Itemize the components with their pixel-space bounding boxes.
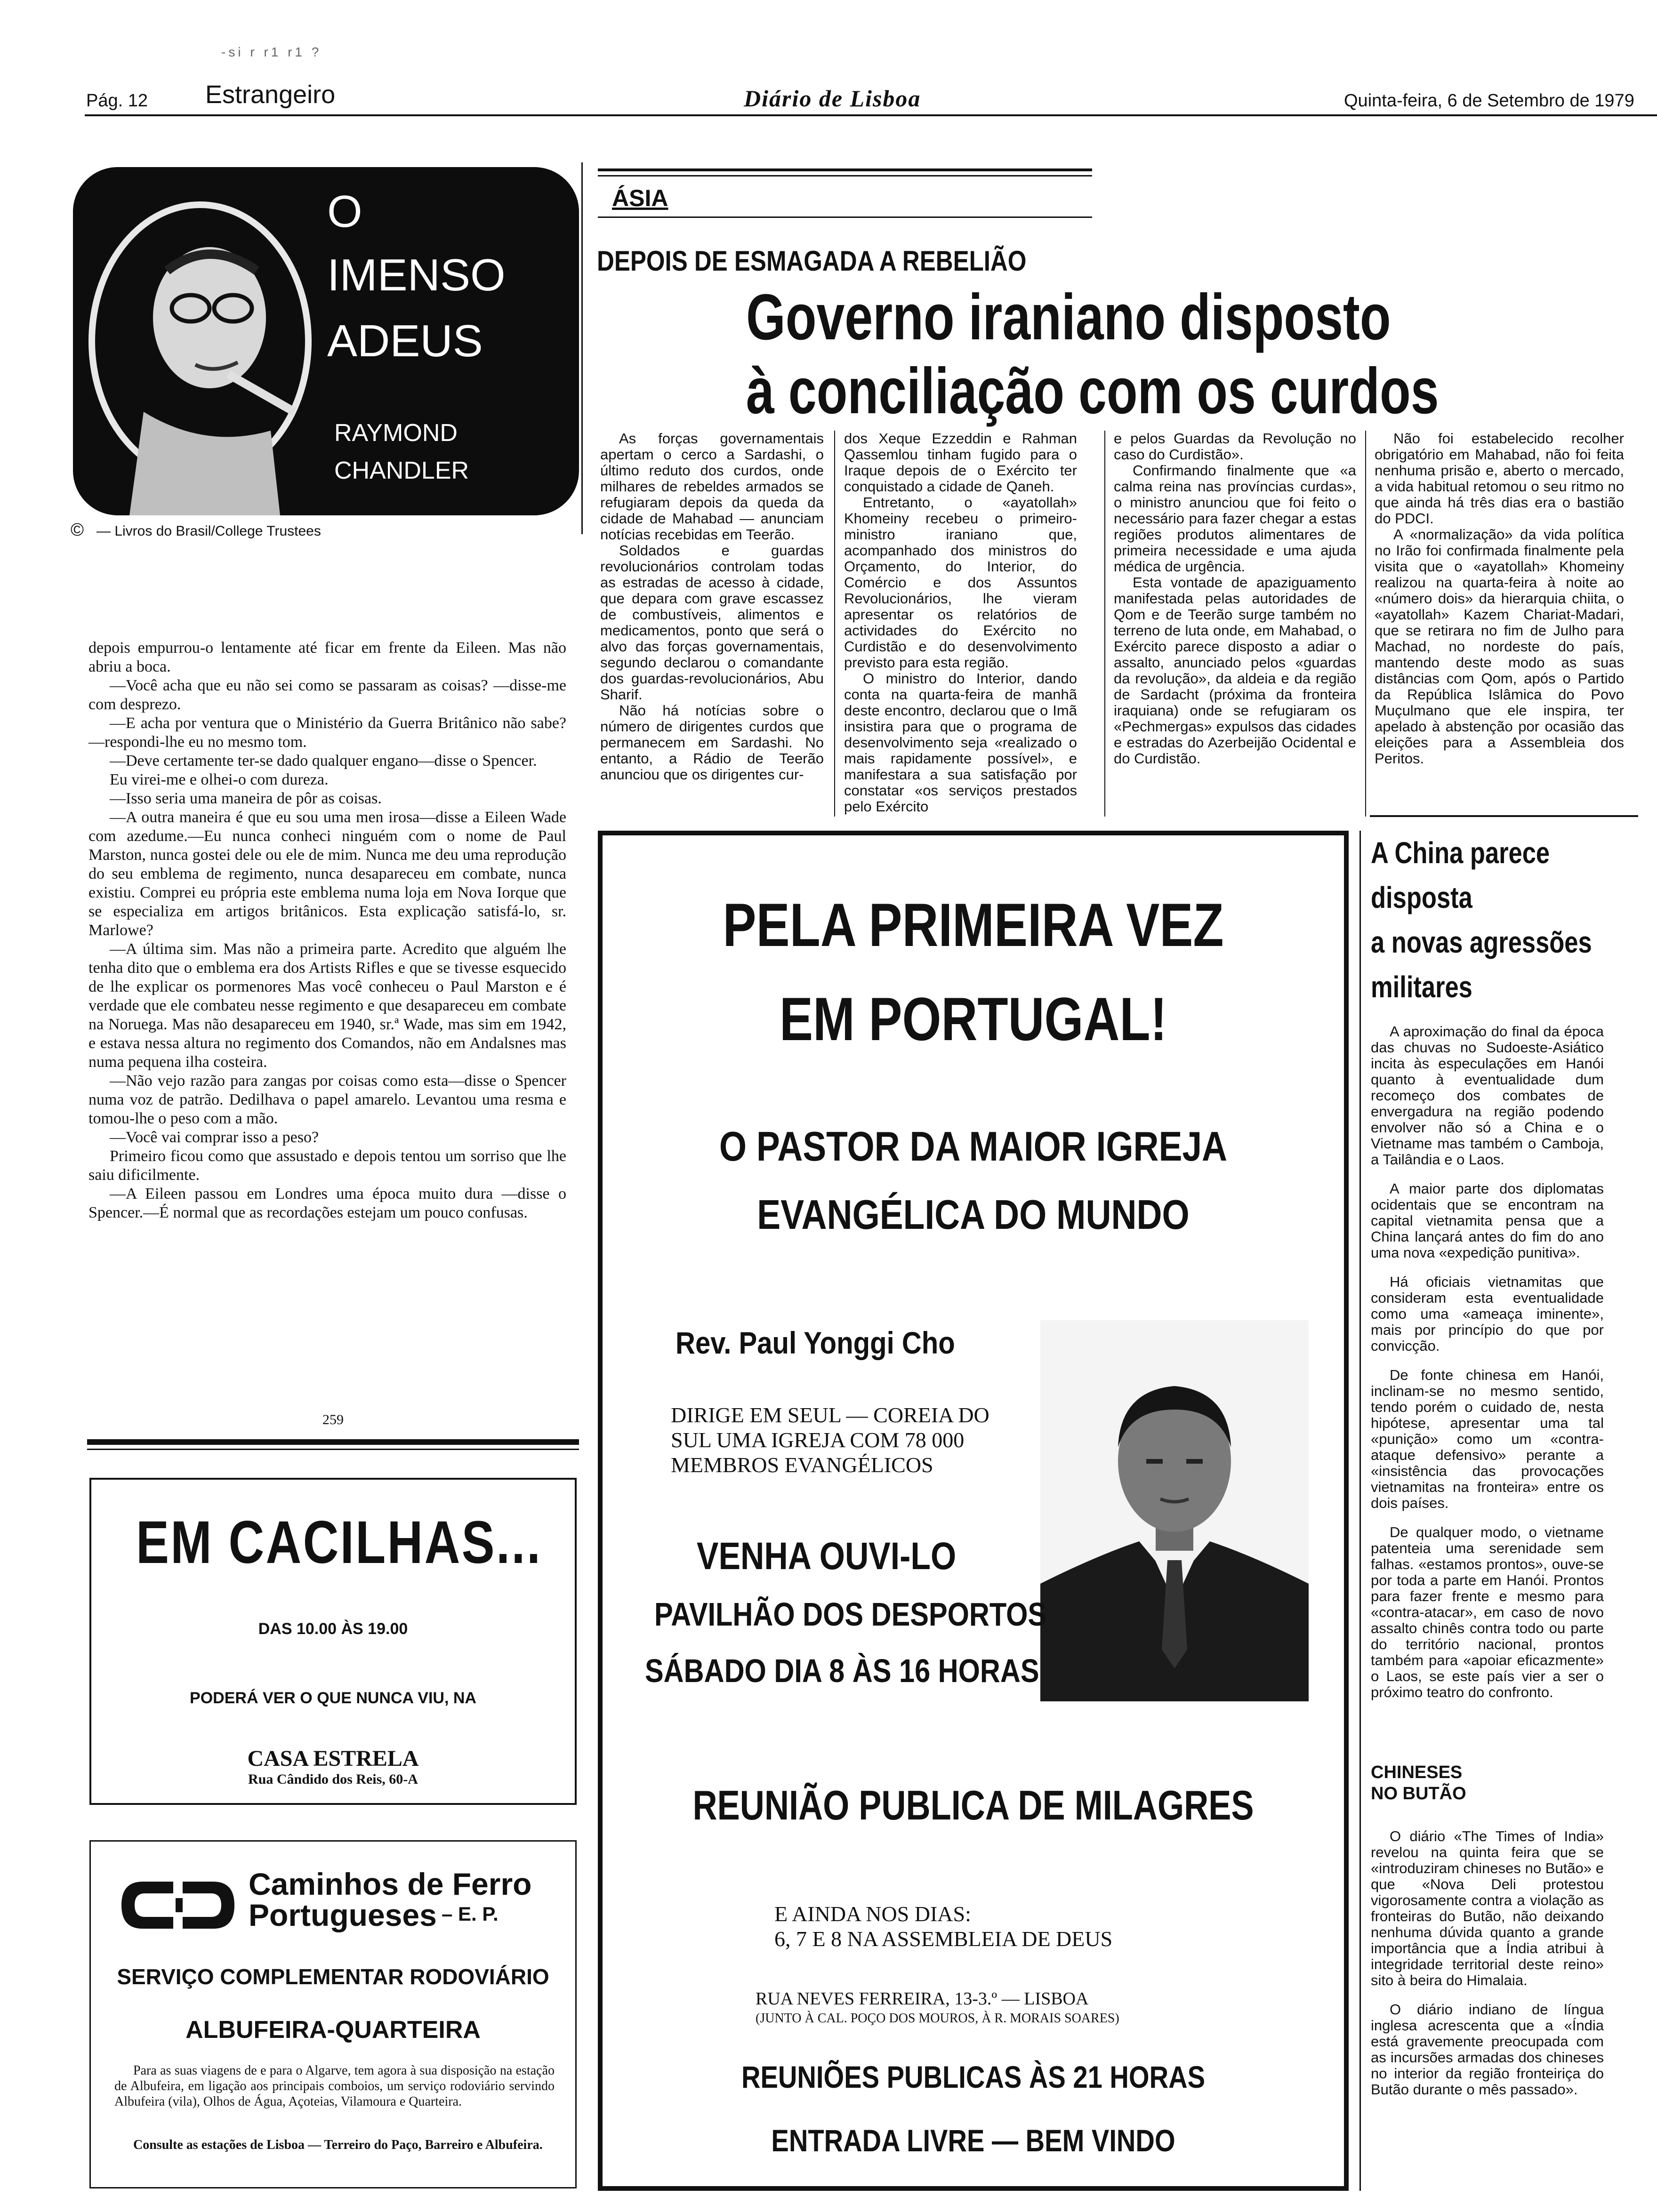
book-credit: — Livros do Brasil/College Trustees — [97, 523, 321, 539]
article-headline-1: Governo iraniano disposto — [746, 281, 1391, 353]
article-column-2 — [844, 431, 1077, 815]
evangelical-cta-3: SÁBADO DIA 8 ÀS 16 HORAS — [645, 1652, 1039, 1689]
article-paragraph: Entretanto, o «ayatollah» Khomeiny recebeu o primeiro-ministro iraniano que, acompanhado dos ministros do Orçamento, do Interior, do Comércio e dos Assuntos Revolucionários, lhe vieram apresentar os relatórios de actividades do Exército no Curdistão e do desenvolvimento previsto para esta região. — [844, 494, 1077, 671]
evangelical-days-2: 6, 7 E 8 NA ASSEMBLEIA DE DEUS — [774, 1927, 1113, 1951]
china-headline-3: a novas agressões — [1371, 925, 1592, 959]
article-paragraph: O ministro do Interior, dando conta na quarta-feira de manhã deste encontro, declarou que o Imã insistira para que o programa de desenvolvimento seja «realizado o mais rapidamente possível», e manifestara a sua satisfação por constatar «os serviços prestados pelo Exército — [844, 670, 1077, 815]
copyright-symbol: © — [71, 520, 84, 540]
book-panel — [73, 167, 579, 515]
cp-footer: Consulte as estações de Lisboa — Terreiro do Paço, Barreiro e Albufeira. — [133, 2138, 543, 2152]
cacilhas-ad-shop: CASA ESTRELA — [247, 1746, 419, 1771]
china-paragraph: De fonte chinesa em Hanói, inclinam-se no mesmo sentido, tendo porém o cuidado de, nesta hipótese, apresentar uma tal «punição» como um «contra-ataque defensivo» perante a «insistência das provocações vietnamitas na fronteira» entre os dois países. — [1371, 1367, 1604, 1511]
article-top-rule — [598, 168, 1092, 171]
issue-date: Quinta-feira, 6 de Setembro de 1979 — [1344, 91, 1634, 111]
article-paragraph: Não há notícias sobre o número de dirigentes curdos que permanecem em Sardashi. No entanto, a Rádio de Teerão anunciou que os dirigentes cur- — [600, 702, 824, 783]
top-scribble: -si r r1 r1 ? — [221, 45, 322, 59]
china-paragraph: De qualquer modo, o vietname patenteia uma serenidade sem falhas. «estamos prontos», ouve-se por toda a parte em Hanói. Prontos para fazer frente e mesmo para «contra-atacar», em caso de novo assalto chinês contra todo ou parte do território nacional, prontos também para «apoiar eficazmente» o Laos, se este país vier a ser o próximo teatro do confronto. — [1371, 1524, 1604, 1700]
evangelical-days-1: E AINDA NOS DIAS: — [774, 1902, 971, 1926]
china-headline-4: militares — [1371, 970, 1472, 1004]
china-paragraph: O diário indiano de língua inglesa acrescenta que a «Índia está gravemente preocupada com as incursões armadas dos chineses no interior da região fronteiriça do Butão durante o mês passado». — [1371, 2001, 1604, 2098]
pastor-desc-1: DIRIGE EM SEUL — COREIA DO — [671, 1403, 989, 1427]
article-column-4 — [1375, 431, 1624, 767]
book-title-line2: IMENSO — [327, 250, 506, 300]
column-rule — [1365, 431, 1366, 817]
page-number: Pág. 12 — [86, 91, 148, 111]
section-title: Estrangeiro — [205, 80, 336, 109]
cp-name-line1: Caminhos de Ferro — [249, 1867, 532, 1901]
article-paragraph: Não foi estabelecido recolher obrigatório em Mahabad, não foi feita nenhuma prisão e, aberto o mercado, a vida habitual retomou o seu ritmo no que ainda há três dias era o bastião do PDCI. — [1375, 430, 1624, 527]
serial-paragraph: depois empurrou-o lentamente até ficar em frente da Eileen. Mas não abriu a boca. — [88, 639, 566, 675]
pastor-portrait-image — [1040, 1320, 1309, 1701]
article-paragraph: e pelos Guardas da Revolução no caso do Curdistão». — [1114, 430, 1356, 463]
article-top-rule-2 — [598, 175, 1092, 176]
pastor-photo — [1040, 1320, 1309, 1701]
serial-paragraph: —Deve certamente ter-se dado qualquer engano—disse o Spencer. — [110, 752, 537, 769]
serial-paragraph: —Você vai comprar isso a peso? — [110, 1129, 319, 1146]
evangelical-line4: EVANGÉLICA DO MUNDO — [757, 1191, 1190, 1238]
china-paragraph: O diário «The Times of India» revelou na quinta feira que se «introduziram chineses no Butão» e que «Nova Deli protestou vigorosamente contra a violação as fronteiras do Butão, não deixando nenhuma dúvida quanto a grande importância que a Índia atribui à integridade territorial deste reino» sito à beira do Himalaia. — [1371, 1828, 1604, 1988]
article-paragraph: A «normalização» da vida política no Irão foi confirmada finalmente pela visita que o «ayatollah» Khomeiny realizou na quarta-feira à noite ao «número dois» da hierarquia chiita, o «ayatollah» Kazem Chariat-Madari, que se retirara no fim de Julho para Machad, no nordeste do país, mantendo deste modo as suas distâncias com Qom, após o Partido da República Islâmica do Povo Muçulmano que ele inspira, ter apelado à abstenção por ocasião das eleições para a Assembleia dos Peritos. — [1375, 526, 1624, 767]
author-portrait-illustration — [73, 167, 337, 515]
cacilhas-ad-tagline: PODERÁ VER O QUE NUNCA VIU, NA — [190, 1689, 476, 1707]
evangelical-line2: EM PORTUGAL! — [779, 985, 1167, 1053]
serial-paragraph: —A Eileen passou em Londres uma época muito dura —disse o Spencer.—É normal que as recordações estejam um pouco confusas. — [88, 1185, 566, 1221]
masthead: Diário de Lisboa — [744, 85, 921, 112]
serial-paragraph: —Você acha que eu não sei como se passaram as coisas? —disse-me com desprezo. — [88, 677, 566, 713]
book-title-line3: ADEUS — [327, 316, 483, 366]
china-subhead-2: NO BUTÃO — [1371, 1784, 1466, 1803]
article-kicker-rule — [598, 216, 1092, 218]
pastor-desc-3: MEMBROS EVANGÉLICOS — [671, 1453, 933, 1477]
china-subhead-1: CHINESES — [1371, 1763, 1463, 1782]
article-paragraph: dos Xeque Ezzeddin e Rahman Qassemlou tinham fugido para o Iraque depois de o Exército ter conquistado a cidade de Qaneh. — [844, 430, 1077, 495]
butao-article-body — [1371, 1828, 1604, 2111]
column-rule — [1104, 431, 1105, 817]
evangelical-line1: PELA PRIMEIRA VEZ — [723, 890, 1224, 959]
evangelical-cta-1: VENHA OUVI-LO — [697, 1535, 957, 1578]
china-paragraph: A maior parte dos diplomatas ocidentais que se encontram na capital vietnamita pensa que a China lançará antes do fim do ano uma nova «expedição punitiva». — [1371, 1180, 1604, 1261]
serial-page-number: 259 — [322, 1412, 344, 1427]
book-author-line1: RAYMOND — [334, 419, 458, 447]
cp-body: Para as suas viagens de e para o Algarve, tem agora à sua disposição na estação de Albufeira, em ligação aos principais comboios, um serviço rodoviário servindo Albufeira (vila), Olhos de Água, Açoteias, Vilamoura e Quarteira. — [114, 2063, 555, 2109]
cp-logo-icon — [117, 1872, 239, 1938]
china-paragraph: A aproximação do final da época das chuvas no Sudoeste-Asiático incita às especulações em Hanói quanto à eventualidade dum recomeço dos combates de envergadura na região podendo envolver não só a China e o Vietname mas também o Camboja, a Tailândia e o Laos. — [1371, 1023, 1604, 1168]
book-author-line2: CHANDLER — [334, 457, 469, 484]
evangelical-address-1: RUA NEVES FERREIRA, 13-3.º — LISBOA — [756, 1989, 1089, 2009]
left-column-rule — [581, 162, 583, 534]
article-bottom-rule — [1370, 815, 1638, 817]
article-paragraph: Confirmando finalmente que «a calma reina nas províncias curdas», o ministro anunciou que foi feito o necessário para fazer chegar a estas regiões produtos alimentares de primeira necessidade e uma ajuda médica de urgência. — [1114, 462, 1356, 575]
header-rule — [85, 114, 1657, 116]
article-overline: DEPOIS DE ESMAGADA A REBELIÃO — [597, 245, 1027, 277]
evangelical-ad — [598, 831, 1349, 2191]
china-headline-2: disposta — [1371, 881, 1472, 914]
evangelical-meeting: REUNIÃO PUBLICA DE MILAGRES — [692, 1782, 1254, 1828]
article-paragraph: As forças governamentais apertam o cerco a Sardashi, o último reduto dos curdos, onde milhares de rebeldes armados se refugiaram depois da queda da cidade de Mahabad — anunciam notícias recebidas em Teerão. — [600, 430, 824, 543]
cacilhas-ad — [89, 1478, 577, 1805]
cp-name-line2: Portugueses — [249, 1898, 437, 1932]
pastor-desc-2: SUL UMA IGREJA COM 78 000 — [671, 1428, 965, 1452]
serial-bottom-rule — [87, 1439, 579, 1445]
book-title-line1: O — [327, 186, 362, 237]
evangelical-times: REUNIÕES PUBLICAS ÀS 21 HORAS — [741, 2060, 1206, 2094]
china-article-body — [1371, 1024, 1604, 1714]
article-paragraph: Soldados e guardas revolucionários controlam todas as estradas de acesso à cidade, que depara com grave escassez de combustíveis, alimentos e medicamentos, ponto que será o alvo das forças governamentais, segundo declarou o comandante dos guardas-revolucionários, Abu Sharif. — [600, 542, 824, 703]
article-paragraph: Esta vontade de apaziguamento manifestada pelas autoridades de Qom e de Teerão surge também no terreno de luta onde, em Mahabad, o Exército parece disposto a adiar o assalto, anunciado pelos «guardas da revolução», da aldeia e da região de Sardacht (próxima da fronteira iraquiana) onde se refugiaram os «Pechmergas» expulsos das cidades e estradas do Azerbeijão Ocidental e do Curdistão. — [1114, 574, 1356, 767]
serial-bottom-thin-rule — [87, 1449, 579, 1450]
sidebar-rule — [1359, 831, 1361, 2191]
cp-ad — [89, 1840, 577, 2188]
serial-paragraph: —E acha por ventura que o Ministério da Guerra Britânico não sabe?—respondi-lhe eu no mesmo tom. — [88, 714, 566, 751]
china-headline-1: A China parece — [1371, 836, 1550, 870]
serial-paragraph: —Não vejo razão para zangas por coisas como esta—disse o Spencer numa voz de patrão. Dedilhava o papel amarelo. Levantou uma resma e tomou-lhe o peso com a mão. — [88, 1072, 566, 1127]
serial-paragraph: —A última sim. Mas não a primeira parte. Acredito que alguém lhe tenha dito que o emblema era dos Artists Rifles e que se tivesse esquecido de lhe explicar os pormenores Mas você conheceu o Paul Marston e é verdade que ele combateu nesse regimento e que desapareceu em combate na Noruega. Mas não desapareceu em 1940, sr.ª Wade, mas sim em 1942, e estava nessa altura no regimento dos Comandos, não em Andalsnes mas numa pequena ilha costeira. — [88, 940, 566, 1071]
cacilhas-ad-address: Rua Cândido dos Reis, 60-A — [248, 1771, 418, 1787]
column-rule — [834, 431, 835, 817]
article-kicker: ÁSIA — [612, 185, 668, 211]
serial-paragraph: Eu virei-me e olhei-o com dureza. — [110, 771, 329, 788]
article-column-1 — [600, 431, 824, 783]
article-column-3 — [1114, 431, 1356, 767]
cp-route: ALBUFEIRA-QUARTEIRA — [185, 2016, 481, 2044]
cacilhas-ad-hours: DAS 10.00 ÀS 19.00 — [258, 1620, 408, 1638]
china-paragraph: Há oficiais vietnamitas que consideram esta eventualidade como uma «ameaça iminente», mais por princípio do que por convicção. — [1371, 1274, 1604, 1354]
evangelical-line3: O PASTOR DA MAIOR IGREJA — [719, 1123, 1228, 1170]
evangelical-cta-2: PAVILHÃO DOS DESPORTOS — [654, 1596, 1047, 1633]
serial-paragraph: —A outra maneira é que eu sou uma men irosa—disse a Eileen Wade com azedume.—Eu nunca conheci ninguém com o nome de Paul Marston, nunca gostei dele ou ele de mim. Nunca me deu uma reprodução do seu emblema de regimento, nunca desapareceu em combate, nunca existiu. Comprei eu própria este emblema numa loja em Nova Iorque que se especializa em artigos britânicos. Esta explicação satisfá-lo, sr. Marlowe? — [88, 809, 566, 939]
cacilhas-ad-title: EM CACILHAS... — [136, 1509, 542, 1576]
article-headline-2: à conciliação com os curdos — [746, 355, 1439, 427]
pastor-name: Rev. Paul Yonggi Cho — [676, 1325, 955, 1360]
serial-paragraph: —Isso seria uma maneira de pôr as coisas. — [110, 790, 382, 807]
serial-paragraph: Primeiro ficou como que assustado e depois tentou um sorriso que lhe saiu dificilmente. — [88, 1147, 566, 1184]
serial-text — [88, 639, 566, 1222]
evangelical-address-2: (JUNTO À CAL. POÇO DOS MOUROS, À R. MORAIS SOARES) — [756, 2011, 1119, 2026]
evangelical-entry: ENTRADA LIVRE — BEM VINDO — [771, 2123, 1175, 2158]
cp-name-suffix: – E. P. — [442, 1903, 499, 1925]
cp-service: SERVIÇO COMPLEMENTAR RODOVIÁRIO — [117, 1964, 549, 1989]
